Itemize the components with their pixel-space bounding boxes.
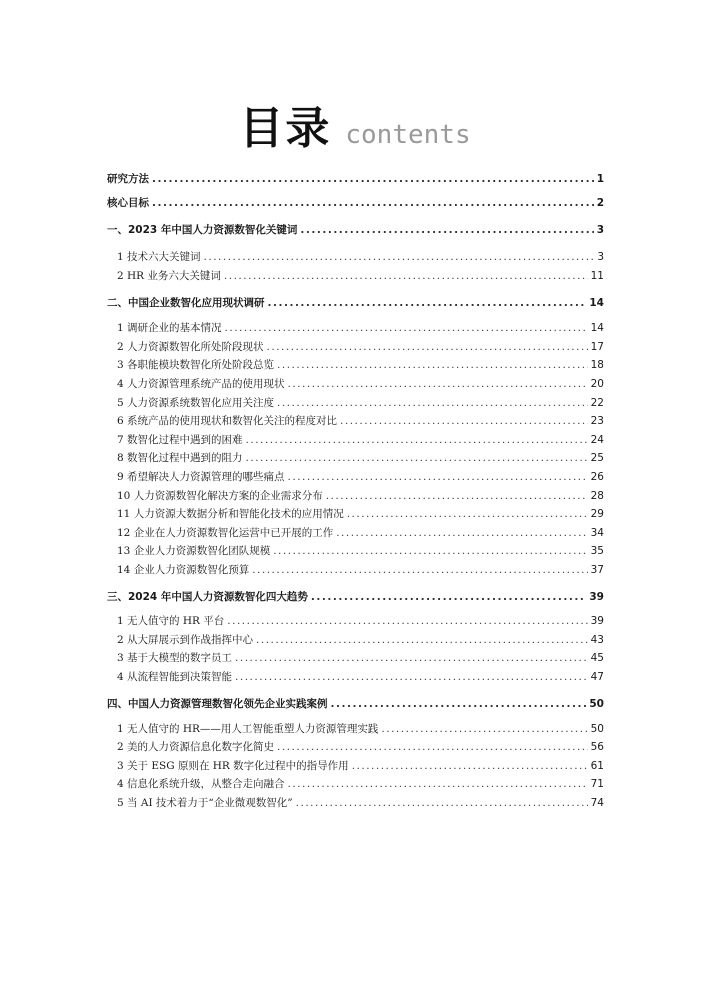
toc-leader-dots [277, 359, 588, 371]
toc-leader-dots [204, 251, 595, 263]
toc-subsection-row[interactable] [107, 562, 604, 577]
toc-subsection-row[interactable] [107, 376, 604, 391]
toc-entry-title: 7 数智化过程中遇到的困难 [117, 434, 243, 446]
toc-leader-dots [235, 671, 588, 683]
toc-page-number: 11 [590, 270, 604, 282]
toc-entry-title: 1 无人值守的 HR——用人工智能重塑人力资源管理实践 [117, 723, 379, 735]
toc-title [0, 92, 710, 156]
toc-subsection-row[interactable] [107, 450, 604, 465]
toc-page-number: 34 [590, 527, 604, 539]
toc-entry-title: 1 技术六大关键词 [117, 251, 201, 263]
toc-subsection-row[interactable] [107, 432, 604, 447]
toc-section-row[interactable] [107, 696, 604, 711]
toc-entry-title: 5 当 AI 技术着力于“企业微观数智化” [117, 797, 293, 809]
toc-leader-dots [252, 564, 587, 576]
toc-page-number: 2 [596, 197, 604, 209]
toc-entry-title: 一、2023 年中国人力资源数智化关键词 [107, 224, 298, 236]
toc-section-row[interactable] [107, 222, 604, 237]
toc-entry-title: 11 人力资源大数据分析和智能化技术的应用情况 [117, 508, 344, 520]
toc-subsection-row[interactable] [107, 413, 604, 428]
toc-subsection-row[interactable] [107, 739, 604, 754]
toc-section-row[interactable] [107, 589, 604, 604]
toc-page-number: 35 [590, 545, 604, 557]
toc-leader-dots [235, 652, 588, 664]
toc-leader-dots [224, 270, 588, 282]
toc-leader-dots [246, 452, 588, 464]
toc-entry-title: 3 基于大模型的数字员工 [117, 652, 233, 664]
toc-entry-title: 4 人力资源管理系统产品的使用现状 [117, 378, 285, 390]
toc-subsection-row[interactable] [107, 249, 604, 264]
toc-entry-title: 2 HR 业务六大关键词 [117, 270, 221, 282]
toc-section-row[interactable] [107, 171, 604, 186]
toc-subsection-row[interactable] [107, 632, 604, 647]
toc-entry-title: 8 数智化过程中遇到的阻力 [117, 452, 243, 464]
toc-page-number: 18 [590, 359, 604, 371]
toc-subsection-row[interactable] [107, 613, 604, 628]
toc-entry-title: 2 人力资源数智化所处阶段现状 [117, 341, 264, 353]
toc-page-number: 26 [590, 471, 604, 483]
toc-page-number: 17 [590, 341, 604, 353]
toc-subsection-row[interactable] [107, 268, 604, 283]
toc-subsection-row[interactable] [107, 721, 604, 736]
toc-leader-dots [277, 397, 588, 409]
toc-leader-dots [331, 698, 587, 710]
toc-subsection-row[interactable] [107, 506, 604, 521]
toc-page-number: 20 [590, 378, 604, 390]
toc-subsection-row[interactable] [107, 339, 604, 354]
toc-leader-dots [336, 527, 587, 539]
toc-subsection-row[interactable] [107, 758, 604, 773]
toc-page-number: 61 [590, 760, 604, 772]
toc-leader-dots [277, 741, 588, 753]
toc-entry-title: 10 人力资源数智化解决方案的企业需求分布 [117, 490, 323, 502]
toc-leader-dots [296, 797, 588, 809]
toc-entry-title: 二、中国企业数智化应用现状调研 [107, 297, 265, 309]
toc-page-number: 22 [590, 397, 604, 409]
toc-subsection-row[interactable] [107, 650, 604, 665]
toc-section-row[interactable] [107, 295, 604, 310]
toc-entry-title: 5 人力资源系统数智化应用关注度 [117, 397, 275, 409]
toc-entry-title: 研究方法 [107, 173, 149, 185]
toc-subsection-row[interactable] [107, 543, 604, 558]
toc-entry-title: 12 企业在人力资源数智化运营中已开展的工作 [117, 527, 334, 539]
toc-entry-title: 三、2024 年中国人力资源数智化四大趋势 [107, 591, 308, 603]
toc-leader-dots [268, 297, 587, 309]
toc-subsection-row[interactable] [107, 469, 604, 484]
toc-leader-dots [326, 490, 588, 502]
toc-entry-title: 2 从大屏展示到作战指挥中心 [117, 634, 254, 646]
toc-entry-title: 3 关于 ESG 原则在 HR 数字化过程中的指导作用 [117, 760, 349, 772]
toc-subsection-row[interactable] [107, 525, 604, 540]
toc-section-row[interactable] [107, 195, 604, 210]
toc-subsection-row[interactable] [107, 488, 604, 503]
toc-page-number: 23 [590, 415, 604, 427]
toc-page-number: 29 [590, 508, 604, 520]
toc-page-number: 24 [590, 434, 604, 446]
toc-leader-dots [225, 322, 588, 334]
toc-leader-dots [246, 434, 588, 446]
toc-page-number: 14 [589, 297, 604, 309]
toc-leader-dots [152, 197, 594, 209]
toc-subsection-row[interactable] [107, 669, 604, 684]
toc-leader-dots [347, 508, 588, 520]
toc-leader-dots [288, 378, 588, 390]
toc-page-number: 43 [590, 634, 604, 646]
toc-page-number: 39 [589, 591, 604, 603]
toc-page-number: 50 [590, 723, 604, 735]
toc-page-number: 14 [590, 322, 604, 334]
toc-entry-title: 4 信息化系统升级，从整合走向融合 [117, 778, 285, 790]
toc-subsection-row[interactable] [107, 795, 604, 810]
toc-page-number: 45 [590, 652, 604, 664]
toc-leader-dots [311, 591, 586, 603]
toc-leader-dots [352, 760, 588, 772]
toc-entry-title: 14 企业人力资源数智化预算 [117, 564, 250, 576]
toc-page-number: 28 [590, 490, 604, 502]
toc-page-number: 25 [590, 452, 604, 464]
toc-leader-dots [256, 634, 588, 646]
toc-entry-title: 6 系统产品的使用现状和数智化关注的程度对比 [117, 415, 338, 427]
toc-page-number: 3 [596, 224, 604, 236]
toc-leader-dots [152, 173, 594, 185]
toc-page-number: 39 [590, 615, 604, 627]
toc-entry-title: 1 无人值守的 HR 平台 [117, 615, 225, 627]
toc-entry-title: 核心目标 [107, 197, 149, 209]
toc-subsection-row[interactable] [107, 357, 604, 372]
toc-entry-title: 4 从流程智能到决策智能 [117, 671, 233, 683]
toc-page-number: 1 [596, 173, 604, 185]
toc-entry-title: 四、中国人力资源管理数智化领先企业实践案例 [107, 698, 328, 710]
toc-page-number: 37 [590, 564, 604, 576]
toc-leader-dots [381, 723, 587, 735]
toc-subsection-row[interactable] [107, 320, 604, 335]
title-main: 目录 [239, 103, 332, 154]
toc-page-number: 50 [589, 698, 604, 710]
toc-entry-title: 9 希望解决人力资源管理的哪些痛点 [117, 471, 285, 483]
toc-entry-title: 2 美的人力资源信息化数字化简史 [117, 741, 275, 753]
toc-entry-title: 1 调研企业的基本情况 [117, 322, 222, 334]
toc-page-number: 3 [597, 251, 604, 263]
toc-page-number: 71 [590, 778, 604, 790]
toc-page-number: 74 [590, 797, 604, 809]
toc-leader-dots [273, 545, 587, 557]
toc-leader-dots [340, 415, 588, 427]
toc-leader-dots [267, 341, 588, 353]
toc-entry-title: 13 企业人力资源数智化团队规模 [117, 545, 271, 557]
toc-leader-dots [288, 471, 588, 483]
toc-leader-dots [300, 224, 593, 236]
title-sub: contents [345, 120, 471, 150]
toc-subsection-row[interactable] [107, 776, 604, 791]
toc-page-number: 56 [590, 741, 604, 753]
toc-entry-title: 3 各职能模块数智化所处阶段总览 [117, 359, 275, 371]
toc-leader-dots [227, 615, 587, 627]
toc-leader-dots [288, 778, 588, 790]
toc-page-number: 47 [590, 671, 604, 683]
toc-subsection-row[interactable] [107, 395, 604, 410]
